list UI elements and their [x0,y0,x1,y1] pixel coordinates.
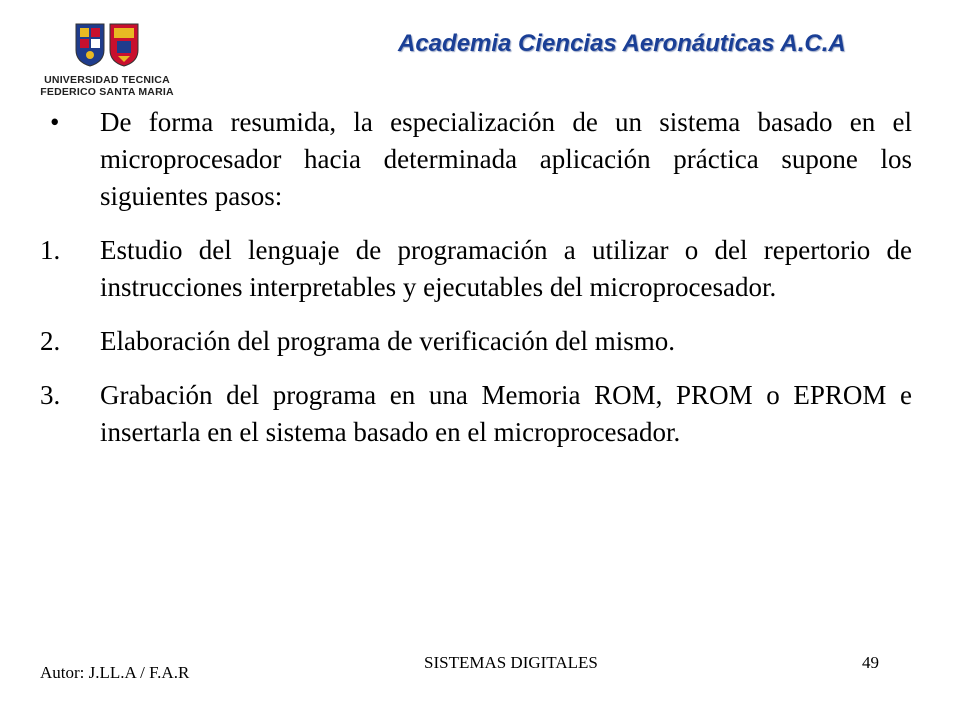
university-shield-icon [74,22,140,68]
bullet-marker: • [50,107,60,137]
step-number: 2. [40,326,61,356]
step-text: Estudio del lenguaje de programación a utilizar o del repertorio de instrucciones interpretables y ejecutables del microprocesador. [100,235,912,302]
step-number: 1. [40,235,61,265]
logo-line-2: FEDERICO SANTA MARIA [40,86,174,98]
footer-course-name: SISTEMAS DIGITALES [424,653,598,672]
step-item-3 [40,377,912,451]
footer-author: Autor: J.LL.A / F.A.R [40,663,190,682]
university-logo [36,22,178,100]
step-item-1 [40,232,912,306]
header-title: Academia Ciencias Aeronáuticas A.C.A [398,30,846,57]
slide-content [40,104,912,468]
step-text: Grabación del programa en una Memoria ROM, PROM o EPROM e insertarla en el sistema basado en el microprocesador. [100,380,912,447]
step-item-2 [40,323,912,360]
intro-bullet [40,104,912,215]
logo-line-1: UNIVERSIDAD TECNICA [44,74,170,86]
step-text: Elaboración del programa de verificación del mismo. [100,326,676,356]
step-number: 3. [40,380,61,410]
page-number: 49 [862,653,879,672]
intro-text: De forma resumida, la especialización de un sistema basado en el microprocesador hacia determinada aplicación práctica supone los siguientes pasos: [100,107,912,211]
